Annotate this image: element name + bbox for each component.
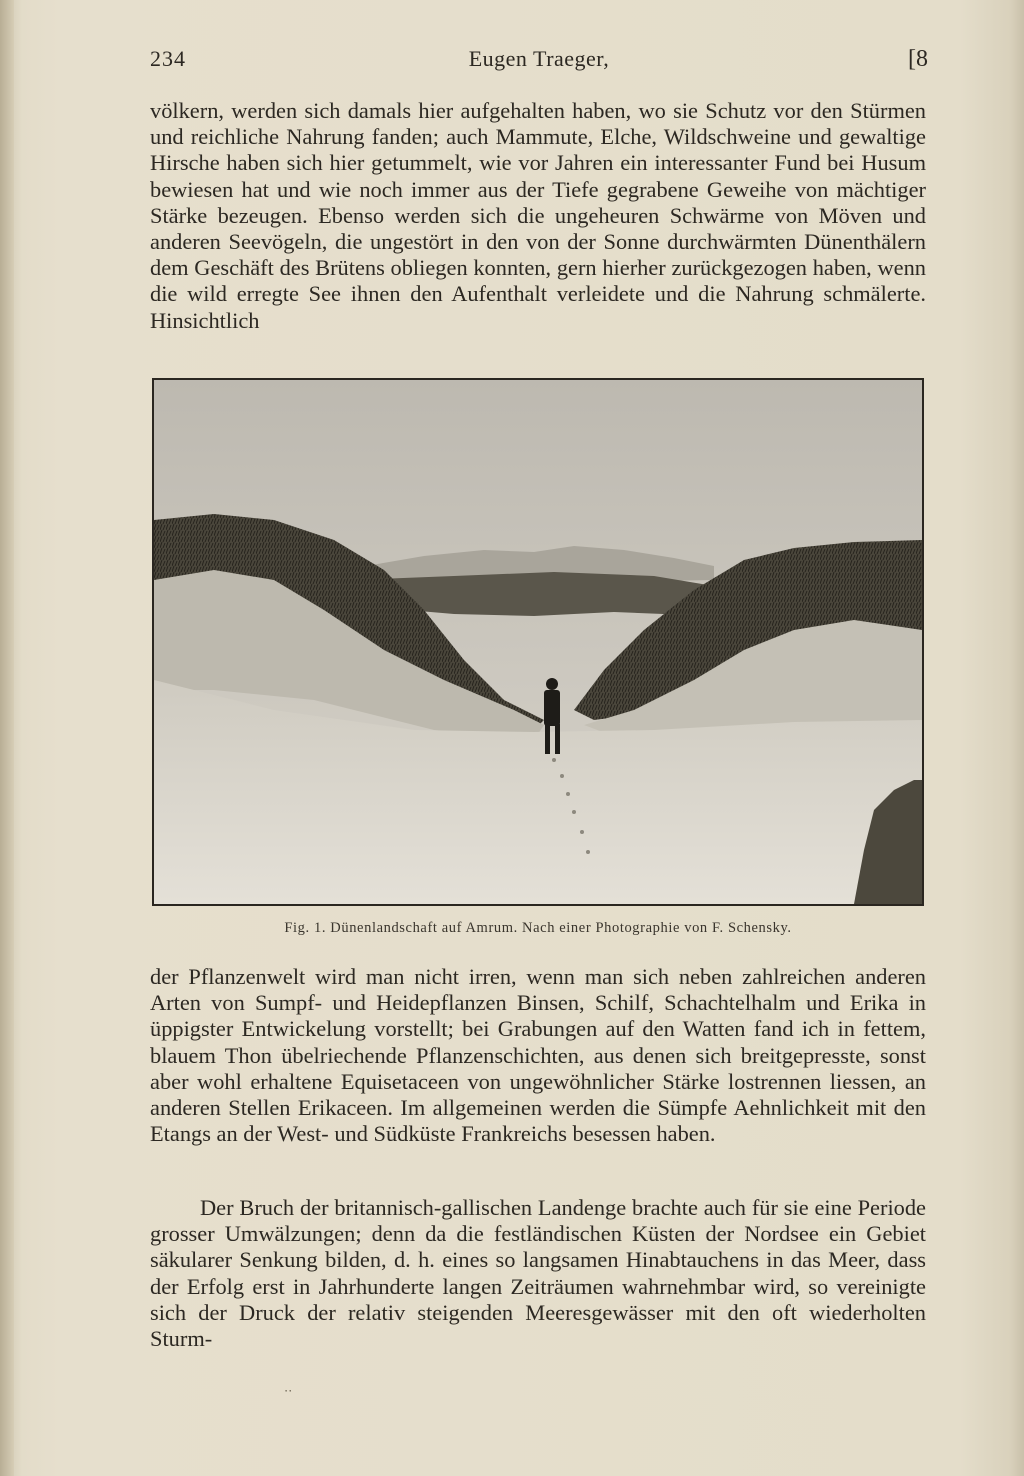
page-edge <box>0 0 14 1476</box>
page-header <box>150 46 928 76</box>
paragraph-1: völkern, werden sich damals hier aufgehalten haben, wo sie Schutz vor den Stürmen und reichliche Nahrung fanden; auch Mammute, Elche, Wildschweine und gewaltige Hirsche haben sich hier getummelt, wie vor Jahren ein interessanter Fund bei Husum bewiesen hat und wie noch immer aus der Tiefe gegrabene Geweihe von mächtiger Stärke bezeugen. Ebenso werden sich die ungeheuren Schwärme von Möven und anderen Seevögeln, die ungestört in den von der Sonne durchwärmten Dünenthälern dem Geschäft des Brütens obliegen konnten, gern hierher zurückgezogen haben, wenn die wild erregte See ihnen den Aufenthalt verleidete und die Nahrung schmälerte. Hinsichtlich <box>150 98 926 333</box>
dune-landscape-illustration <box>154 380 922 904</box>
paragraph-2: der Pflanzenwelt wird man nicht irren, wenn man sich neben zahlreichen anderen Arten von Sumpf- und Heidepflanzen Binsen, Schilf, Schachtelhalm und Erika in üppigster Entwickelung vorstellt; bei Grabungen auf den Watten fand ich in fettem, blauem Thon übelriechende Pflanzenschichten, aus denen sich breitgepresste, sonst aber wohl erhaltene Equisetaceen von ungewöhnlicher Stärke lostrennen liessen, an anderen Stellen Erikaceen. Im allgemeinen werden die Sümpfe Aehnlichkeit mit den Etangs an der West- und Südküste Frankreichs besessen haben. <box>150 964 926 1147</box>
ink-speck: ⋅⋅ <box>284 1384 293 1398</box>
section-mark: [8 <box>908 46 928 72</box>
figure-caption: Fig. 1. Dünenlandschaft auf Amrum. Nach einer Photographie von F. Schensky. <box>284 920 792 936</box>
dune-landscape-figure <box>152 378 924 906</box>
running-head: Eugen Traeger, <box>468 46 610 71</box>
paragraph-3: Der Bruch der britannisch-gallischen Landenge brachte auch für sie eine Periode grosser Umwälzungen; denn da die festländischen Küsten der Nordsee ein Gebiet säkularer Senkung bilden, d. h. eines so langsamen Hinabtauchens in das Meer, dass der Erfolg erst in Jahrhunderte langen Zeiträumen wahrnehmbar wird, so vereinigte sich der Druck der relativ steigenden Meeresgewässer mit den oft wiederholten Sturm- <box>150 1195 926 1352</box>
page-number: 234 <box>150 46 186 71</box>
